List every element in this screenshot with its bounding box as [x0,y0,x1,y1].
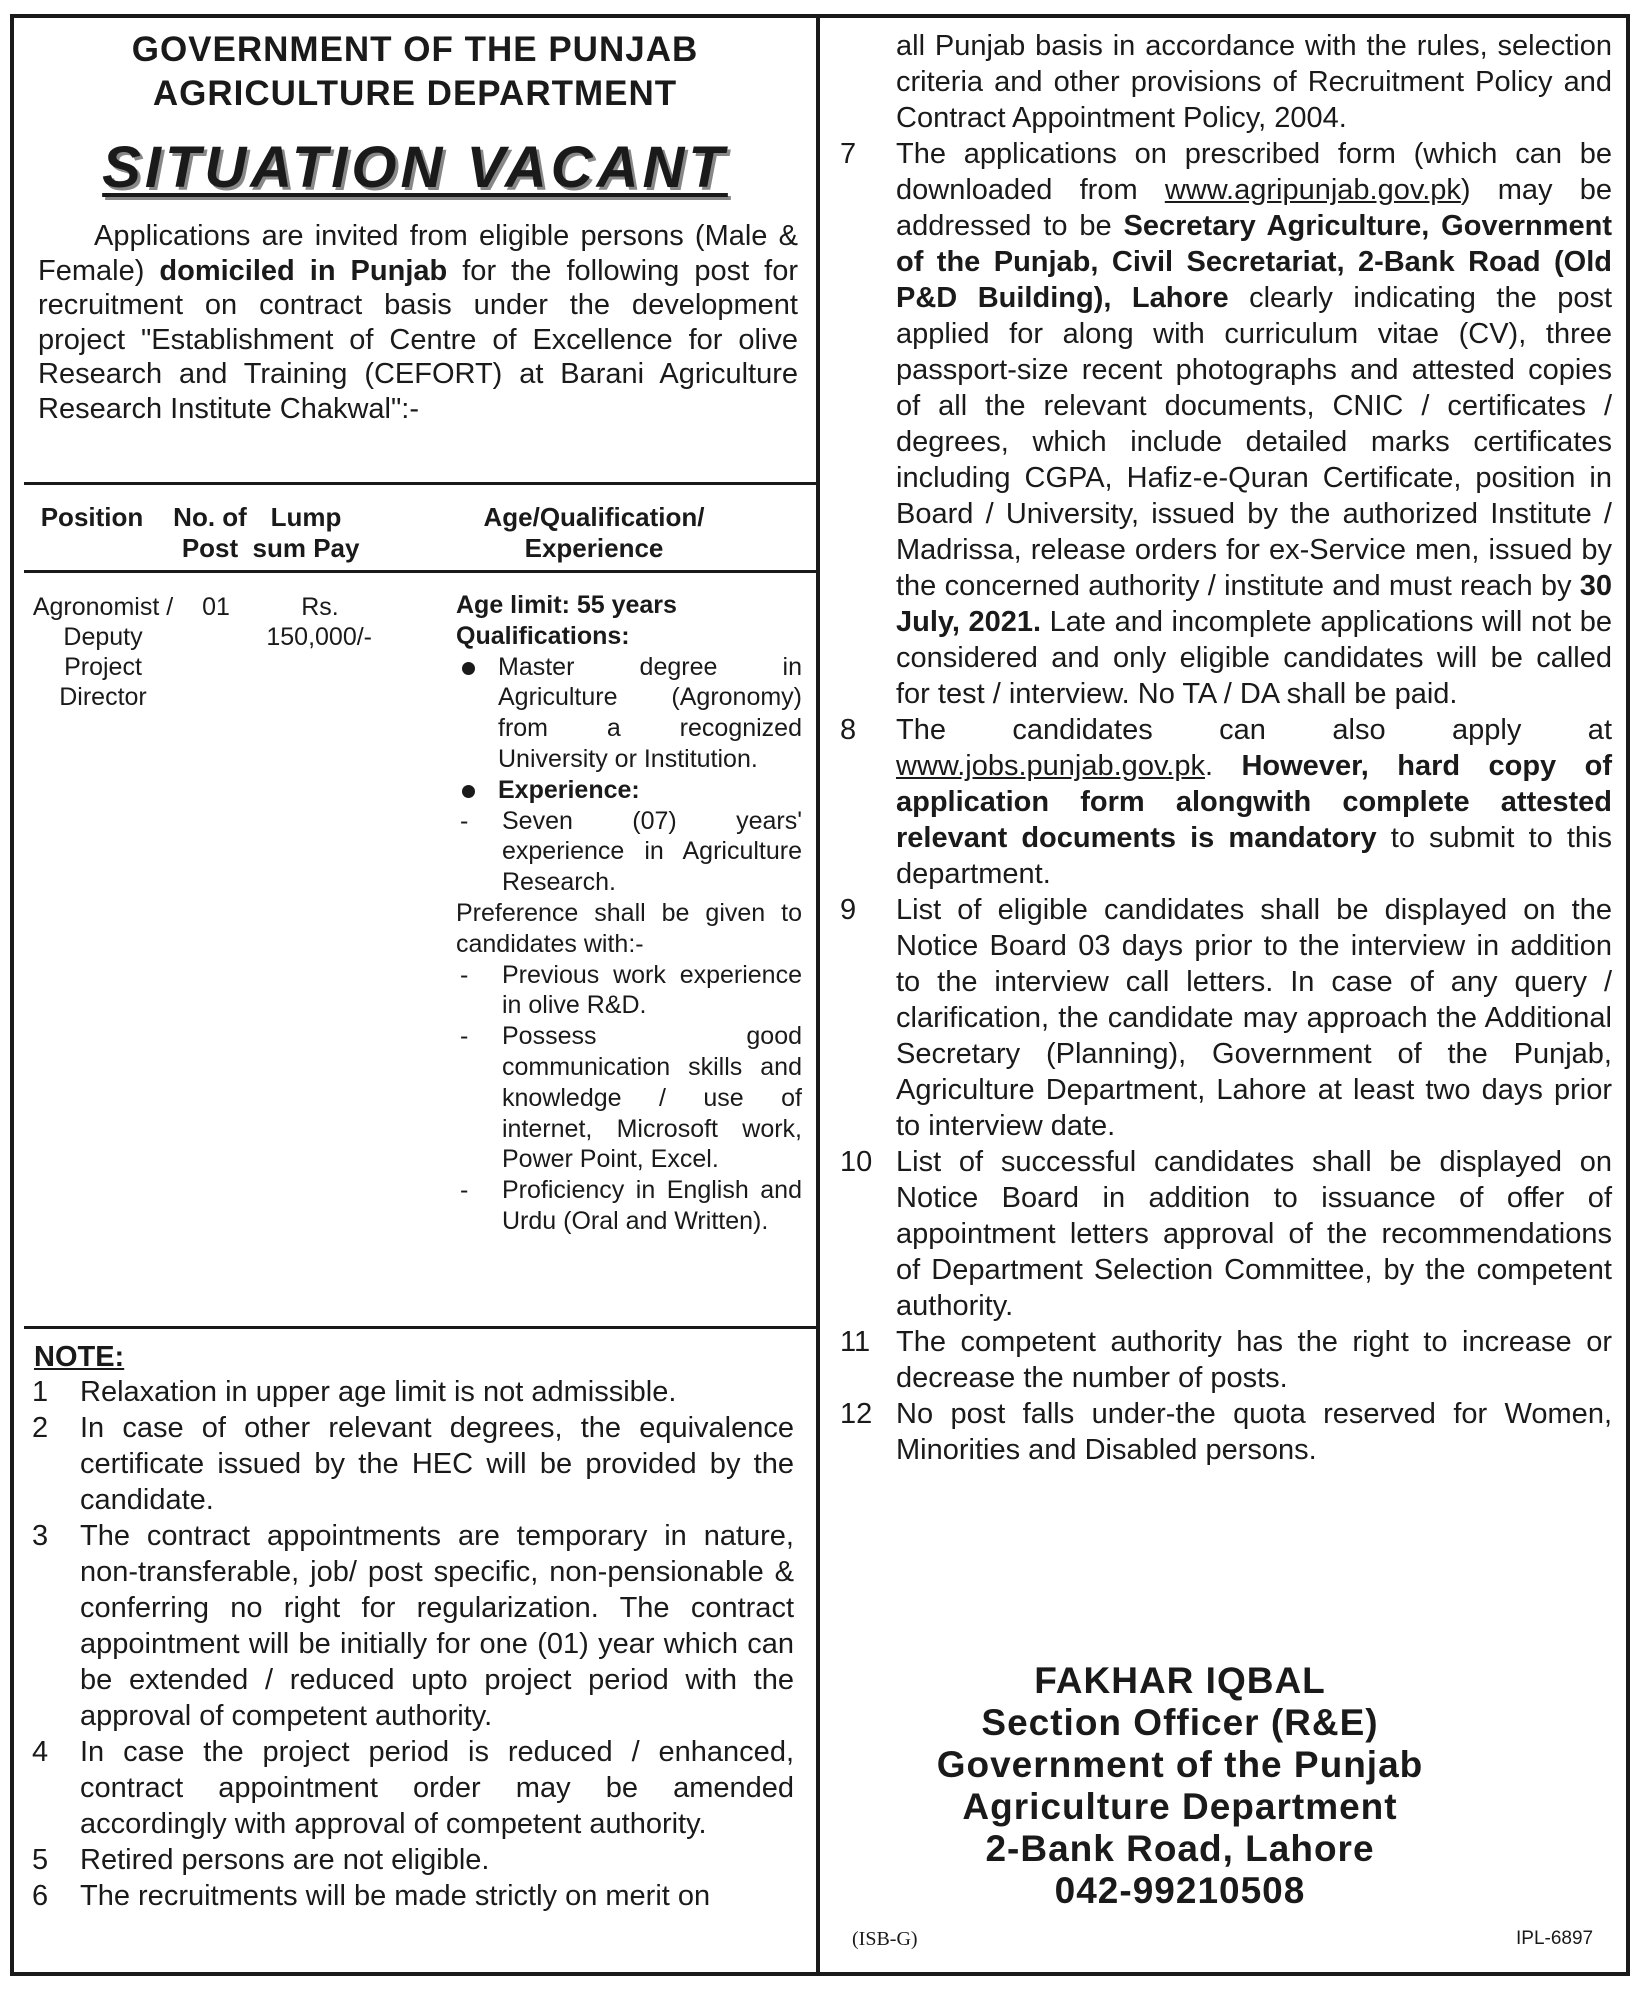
note-item: 5 Retired persons are not eligible. [32,1844,490,1876]
qualifications-label: Qualifications: [456,621,630,650]
intro-paragraph: Applications are invited from eligible persons (Male & Female) domiciled in Punjab for the following post for recruitment on contract basis under the development project "Establishment of Centre of Excellence for olive Research and Training (CEFORT) at Barani Agriculture Research Institute Chakwal":- [38,220,798,425]
cell-position: Agronomist / Deputy Project Director [32,593,174,711]
table-bottom-rule [24,1326,818,1329]
note-section [26,1340,794,1914]
note-item: 3 The contract appointments are temporary in nature, non-transferable, job/ post specific, non-pensionable & conferring no right for regularization. The contract appointment will be initially for one (01) year which can be extended / reduced upto project period with the approval of competent authority. [32,1520,794,1732]
note-item: 11 The competent authority has the right to increase or decrease the number of posts. [840,1326,1612,1394]
signatory-phone: 042-99210508 [1054,1870,1306,1911]
right-column [840,28,1612,1468]
note-item: 7 The applications on prescribed form (which can be downloaded from www.agripunjab.gov.pk) may be addressed to be Secretary Agriculture, Government of the Punjab, Civil Secretariat, 2-Bank Road (Old P&D Building), Lahore clearly indicating the post applied for along with curriculum vitae (CV), three passport-size recent photographs and attested copies of all the relevant documents, CNIC / certificates / degrees, which include detailed marks certificates including CGPA, Hafiz-e-Quran Certificate, position in Board / University, issued by the authorized Institute / Madrissa, release orders for ex-Service men, issued by the concerned authority / institute and must reach by 30 July, 2021. Late and incomplete applications will not be considered and only eligible candidates will be called for test / interview. No TA / DA shall be paid. [840,138,1613,710]
signatory-designation: Section Officer (R&E) [981,1702,1379,1743]
note-item: 6 The recruitments will be made strictly on merit on [32,1880,711,1912]
signatory-org-1: Government of the Punjab [936,1744,1424,1785]
list-item: - Seven (07) years' experience in Agriculture Research. [460,806,802,897]
note-item: 8 The candidates can also apply at www.jobs.punjab.gov.pk. However, hard copy of application form alongwith complete attested relevant documents is mandatory to submit to this department. [840,714,1612,890]
list-item: - Proficiency in English and Urdu (Oral and Written). [460,1176,802,1235]
age-limit: Age limit: 55 years [456,591,677,619]
note-item-continued: all Punjab basis in accordance with the rules, selection criteria and other provisions of Recruitment Policy and Contract Appointment Policy, 2004. [896,30,1612,134]
note-item: 12 No post falls under-the quota reserved for Women, Minorities and Disabled persons. [840,1398,1612,1466]
left-column [26,28,804,426]
preference-text: Preference shall be given to candidates with:- [456,898,802,958]
column-divider [816,14,820,1976]
cell-posts: 01 [202,593,230,621]
footer-code-right: IPL-6897 [1516,1928,1594,1949]
signature-block [840,1660,1520,1912]
signatory-address: 2-Bank Road, Lahore [985,1828,1375,1869]
table-header-rule [24,570,818,573]
note-item: 10 List of successful candidates shall be displayed on Notice Board in addition to issuance of offer of appointment letters approval of the recommendations of Department Selection Committee, by the competent authority. [840,1146,1612,1322]
cell-qualification [456,590,802,1237]
header-age-qualification: Age/Qualification/ Experience [483,502,705,563]
jobs-punjab-link[interactable]: www.jobs.punjab.gov.pk [896,750,1205,782]
header-no-of-post: No. of Post [173,502,247,563]
bullet-icon [462,662,475,675]
bullet-icon [462,785,475,798]
list-item: - Possess good communication skills and knowledge / use of internet, Microsoft work, Power Point, Excel. [460,1022,802,1174]
note-item: 4 In case the project period is reduced / enhanced, contract appointment order may be amended accordingly with approval of competent authority. [32,1736,794,1840]
cell-pay: Rs. 150,000/- [266,593,372,651]
note-item: 9 List of eligible candidates shall be displayed on the Notice Board 03 days prior to the interview in addition to the interview call letters. In case of any query / clarification, the candidate may approach the Additional Secretary (Planning), Government of the Punjab, Agriculture Department, Lahore at least two days prior to interview date. [840,894,1612,1142]
footer-code-left: (ISB-G) [852,1928,918,1950]
list-item: Experience: [456,775,802,806]
header-position: Position [40,502,144,532]
list-item: Master degree in Agriculture (Agronomy) from a recognized University or Institution. [456,652,802,775]
note-heading: NOTE: [34,1341,125,1373]
signatory-org-2: Agriculture Department [962,1786,1398,1827]
note-item: 1 Relaxation in upper age limit is not admissible. [32,1376,677,1408]
table-top-rule [24,482,818,485]
list-item: - Previous work experience in olive R&D. [460,960,802,1020]
agripunjab-link[interactable]: www.agripunjab.gov.pk [1164,174,1461,206]
signatory-name: FAKHAR IQBAL [1034,1660,1326,1701]
header-line-1: GOVERNMENT OF THE PUNJAB [131,30,699,69]
header-line-2: AGRICULTURE DEPARTMENT [152,74,678,113]
header-lump-sum-pay: Lump sum Pay [252,502,360,563]
note-item: 2 In case of other relevant degrees, the equivalence certificate issued by the HEC will be provided by the candidate. [32,1412,794,1516]
page-title: SITUATION VACANT [102,135,728,200]
